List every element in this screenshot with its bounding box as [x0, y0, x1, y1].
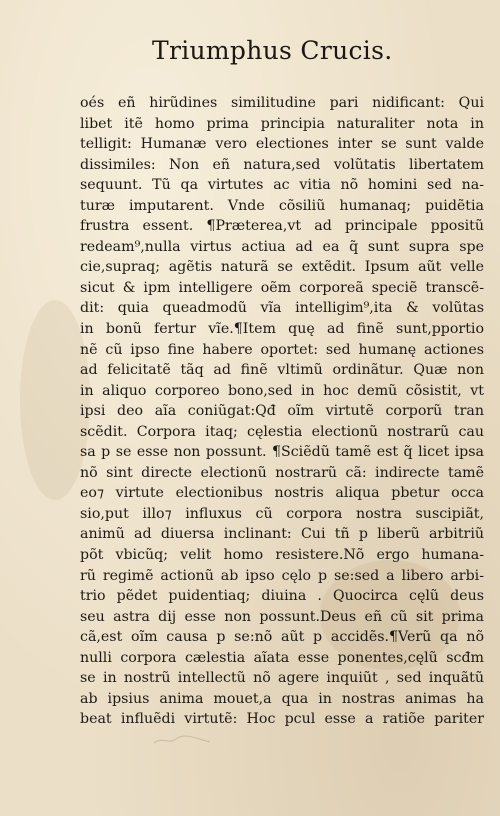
running-header: Triumphus Crucis.: [152, 36, 393, 65]
text-line: seu astra dij esse non possunt.Deus eñ cũ sit prima: [80, 608, 484, 625]
text-line: libet itẽ homo prima principia naturaliter nota in: [80, 115, 484, 132]
text-line: ab ipsius anima mouet,a qua in nostras animas ha: [80, 690, 484, 707]
text-line: sicut & ipm intelligere oẽm corporeã speciẽ transcẽ-: [80, 279, 484, 296]
text-line: frustra essent. ¶Præterea,vt ad principale ppositũ: [80, 218, 484, 235]
text-line: sa p se esse non possunt. ¶Sciẽdũ tamẽ est q̃ licet ipsa: [80, 444, 484, 461]
text-line: nõ sint directe electionũ nostrarũ cã: indirecte tamẽ: [80, 464, 484, 481]
text-line: dit: quia queadmodũ vĩa intelligim⁹,ita & volũtas: [80, 300, 484, 317]
text-line: nulli corpora cælestia aĩata esse ponentes,cęlũ scđm: [80, 649, 484, 666]
text-line: in aliquo corporeo bono,sed in hoc demũ cõsistit, vt: [80, 382, 484, 399]
text-line: cie,supraq; agẽtis naturã se extẽdit. Ipsum aũt velle: [80, 259, 484, 276]
text-line: eo⁊ virtute electionibus nostris aliqua pbetur occa: [80, 485, 484, 502]
text-line: ipsi deo aĩa coniũgat:Qđ oĩm virtutẽ corporũ tran: [80, 403, 484, 420]
text-line: rũ regimẽ actionũ ab ipso cęlo p se:sed a libero arbi-: [80, 567, 484, 584]
text-line: ad felicitatẽ tãq ad finẽ vltimũ ordinãtur. Quæ non: [80, 362, 484, 379]
text-line: oés eñ hirũdines similitudine pari nidificant: Qui: [80, 95, 484, 111]
text-line: telligit: Humanæ vero electiones inter se sunt valde: [80, 136, 484, 153]
text-line: dissimiles: Non eñ natura,sed volũtatis libertatem: [80, 156, 484, 173]
text-line: beat influẽdi virtutẽ: Hoc pcul esse a ratiõe pariter: [80, 711, 484, 728]
signature-mark: [152, 734, 212, 746]
text-line: põt vbicũq; velit homo resistere.Nõ ergo humana-: [80, 547, 484, 564]
text-line: sequunt. Tũ qa virtutes ac vitia nõ homini sed na-: [80, 177, 484, 194]
text-line: animũ ad diuersa inclinant: Cui tñ p liberũ arbitriũ: [80, 526, 484, 543]
text-line: redeam⁹,nulla virtus actiua ad ea q̃ sunt supra spe: [80, 238, 484, 255]
text-line: sio,put illo⁊ influxus cũ corpora nostra suscipiãt,: [80, 505, 484, 522]
text-line: cã,est oĩm causa p se:nõ aũt p accidẽs.¶Verũ qa nõ: [80, 629, 484, 646]
text-line: se in nostrũ intellectũ nõ agere inquiũt , sed inquãtũ: [80, 670, 484, 687]
text-line: trio pẽdet puidentiaq; diuina . Quocirca cęlũ deus: [80, 588, 484, 605]
text-line: scẽdit. Corpora itaq; cęlestia electionũ nostrarũ cau: [80, 423, 484, 440]
text-line: in bonũ fertur vĩe.¶Item quę ad finẽ sunt,pportio: [80, 321, 484, 338]
text-line: nẽ cũ ipso fine habere oportet: sed humanę actiones: [80, 341, 484, 358]
text-line: turæ imputarent. Vnde cõsiliũ humanaq; puidẽtia: [80, 197, 484, 214]
body-text: [80, 93, 484, 730]
